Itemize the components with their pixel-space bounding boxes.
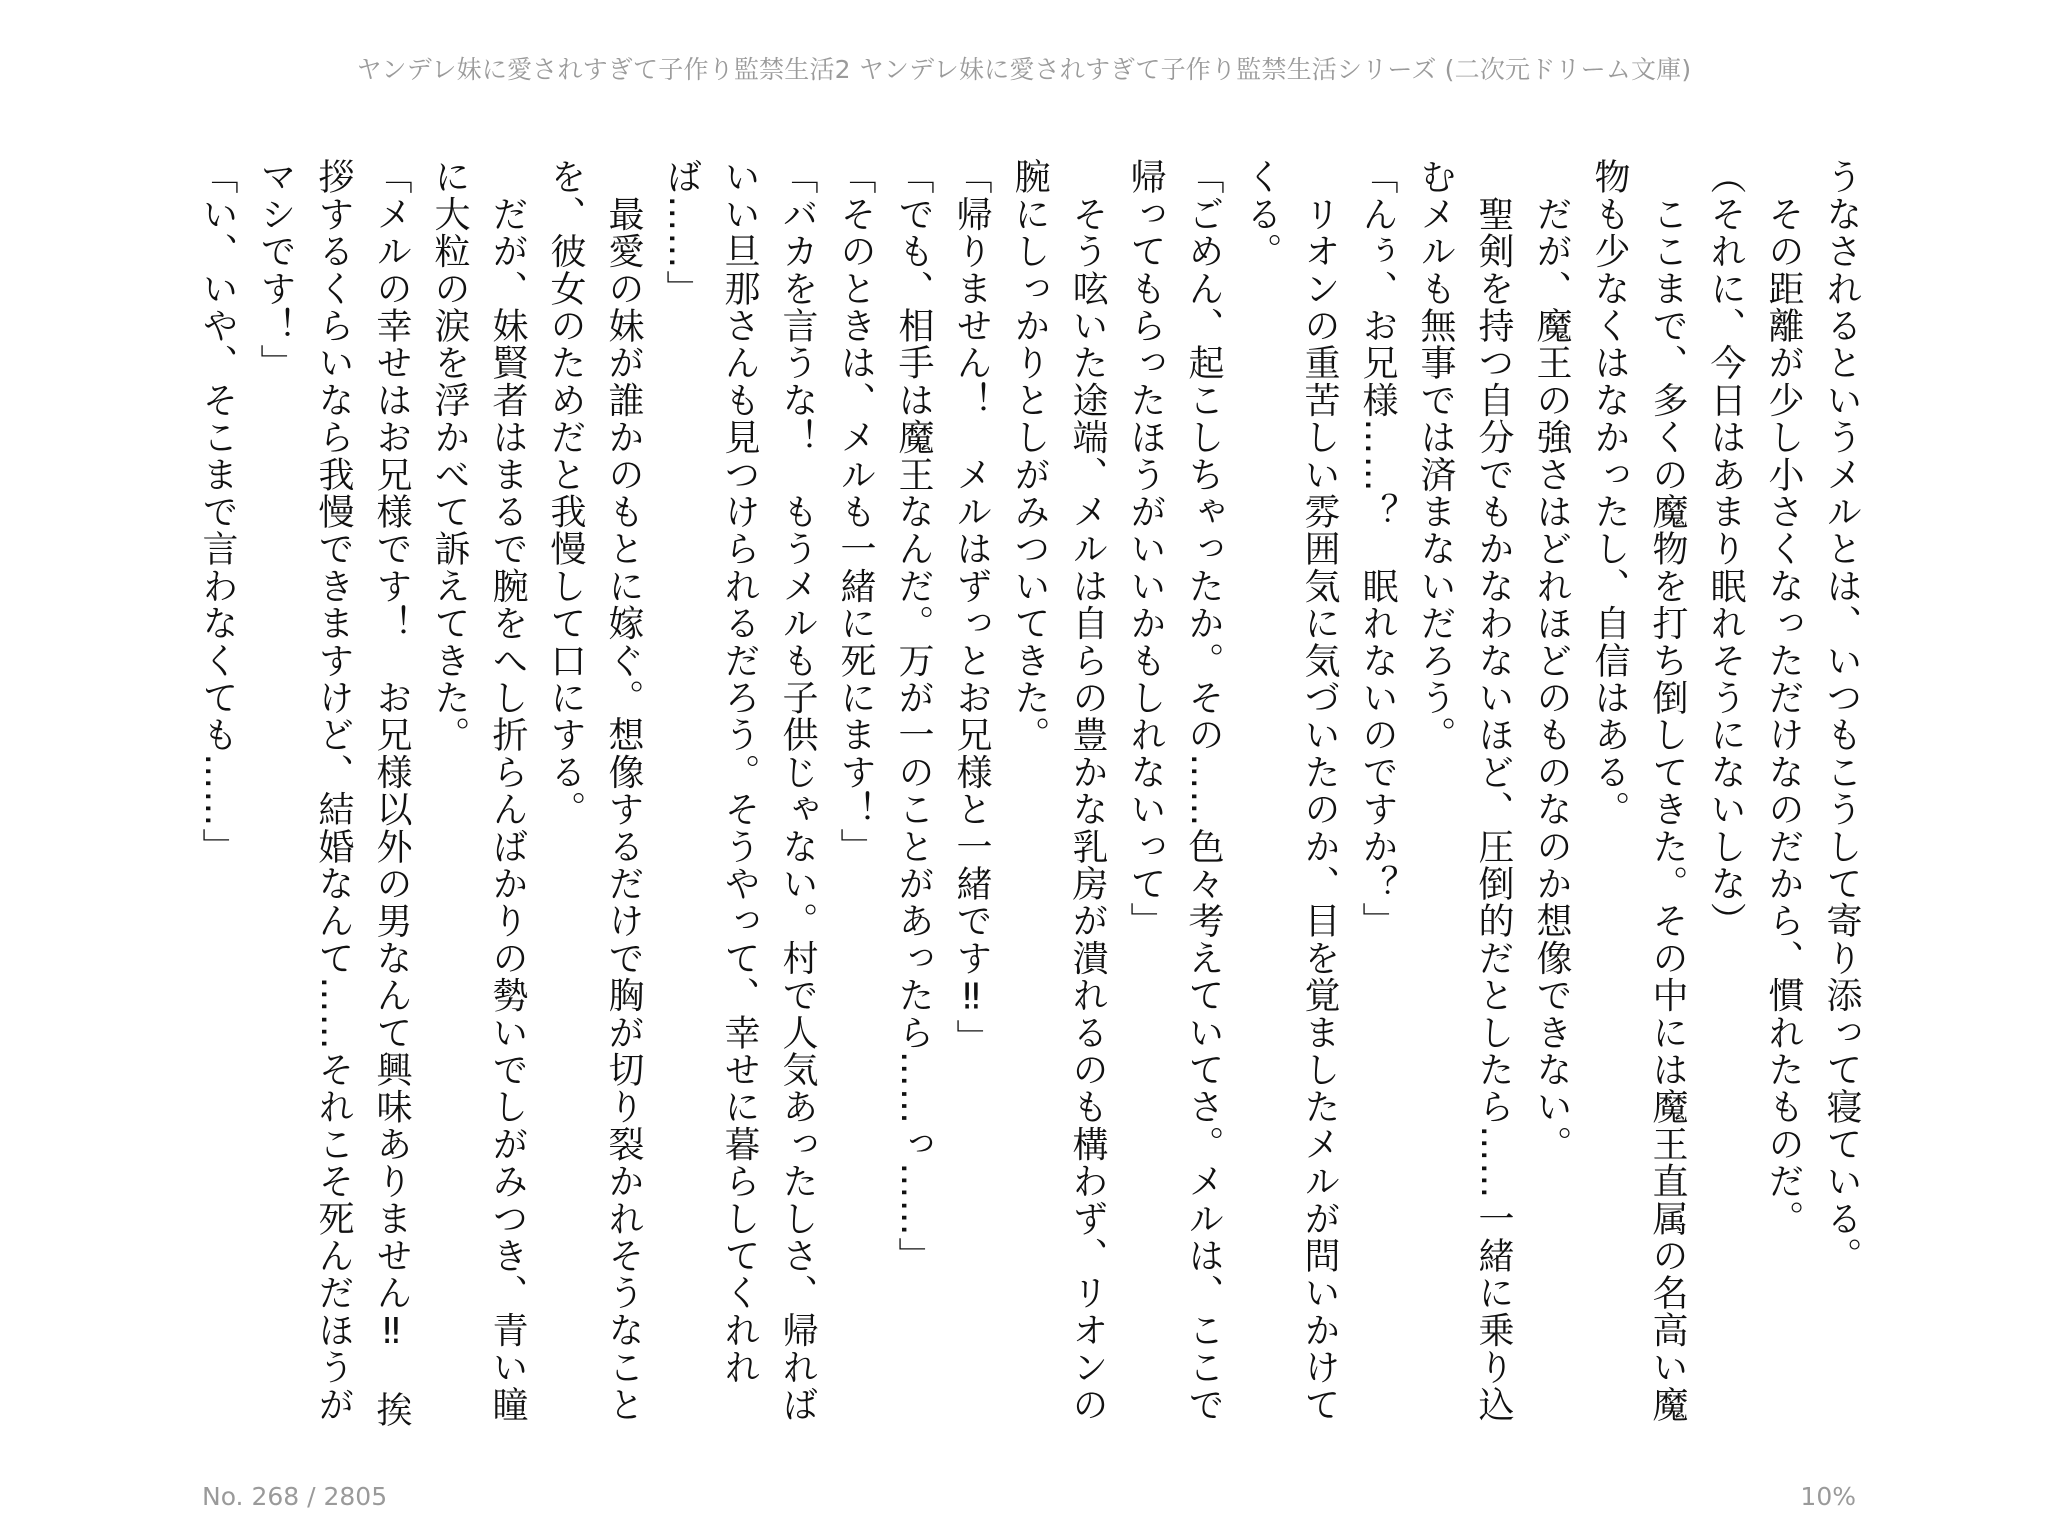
paragraph-10: そう呟いた途端、メルは自らの豊かな乳房が潰れるのも構わず、リオンの腕にしっかりとしがみついてきた。 — [1009, 158, 1108, 1423]
progress-percent: 10% — [1800, 1482, 1856, 1511]
paragraph-6: 聖剣を持つ自分でもかなわないほど、圧倒的だとしたら……一緒に乗り込むメルも無事では済まないだろう。 — [1415, 158, 1514, 1423]
paragraph-14: 「バカを言うな！ もうメルも子供じゃない。村で人気あったしさ、帰ればいい旦那さんも見つけられるだろう。そうやって、幸せに暮らしてくれれば……」 — [661, 158, 818, 1423]
paragraph-7: 「んぅ、お兄様……？ 眠れないのですか？」 — [1357, 158, 1398, 940]
paragraph-4: ここまで、多くの魔物を打ち倒してきた。その中には魔王直属の名高い魔物も少なくはなかったし、自信はある。 — [1589, 158, 1688, 1423]
paragraph-13: 「そのときは、メルも一緒に死にます！」 — [835, 158, 876, 865]
paragraph-1: うなされるというメルとは、いつもこうして寄り添って寝ている。 — [1821, 158, 1862, 1274]
paragraph-18: 「い、いや、そこまで言わなくても……」 — [197, 158, 238, 865]
paragraph-3: （それに、今日はあまり眠れそうにないしな） — [1705, 158, 1746, 940]
paragraph-2: その距離が少し小さくなっただけなのだから、慣れたものだ。 — [1763, 158, 1804, 1237]
location-indicator: No. 268 / 2805 — [202, 1482, 388, 1511]
paragraph-16: だが、妹賢者はまるで腕をへし折らんばかりの勢いでしがみつき、青い瞳に大粒の涙を浮かべて訴えてきた。 — [429, 158, 528, 1423]
paragraph-12: 「でも、相手は魔王なんだ。万が一のことがあったら……っ……」 — [893, 158, 934, 1274]
paragraph-15: 最愛の妹が誰かのもとに嫁ぐ。想像するだけで胸が切り裂かれそうなことを、彼女のためだと我慢して口にする。 — [545, 158, 644, 1423]
paragraph-5: だが、魔王の強さはどれほどのものなのか想像できない。 — [1531, 158, 1572, 1163]
book-title: ヤンデレ妹に愛されすぎて子作り監禁生活2 ヤンデレ妹に愛されすぎて子作り監禁生活シリーズ (二次元ドリーム文庫) — [356, 55, 1692, 84]
paragraph-9: 「ごめん、起こしちゃったか。その……色々考えていてさ。メルは、ここで帰ってもらったほうがいいかもしれないって」 — [1125, 158, 1224, 1423]
paragraph-8: リオンの重苦しい雰囲気に気づいたのか、目を覚ましたメルが問いかけてくる。 — [1241, 158, 1340, 1423]
page-content[interactable] — [197, 158, 1870, 1448]
vertical-text-body — [197, 158, 1870, 1448]
paragraph-11: 「帰りません！ メルはずっとお兄様と一緒です‼」 — [951, 158, 992, 1056]
paragraph-17: 「メルの幸せはお兄様です！ お兄様以外の男なんて興味ありません‼ 挨拶するくらいなら我慢できますけど、結婚なんて……それこそ死んだほうがマシです！」 — [255, 158, 412, 1428]
